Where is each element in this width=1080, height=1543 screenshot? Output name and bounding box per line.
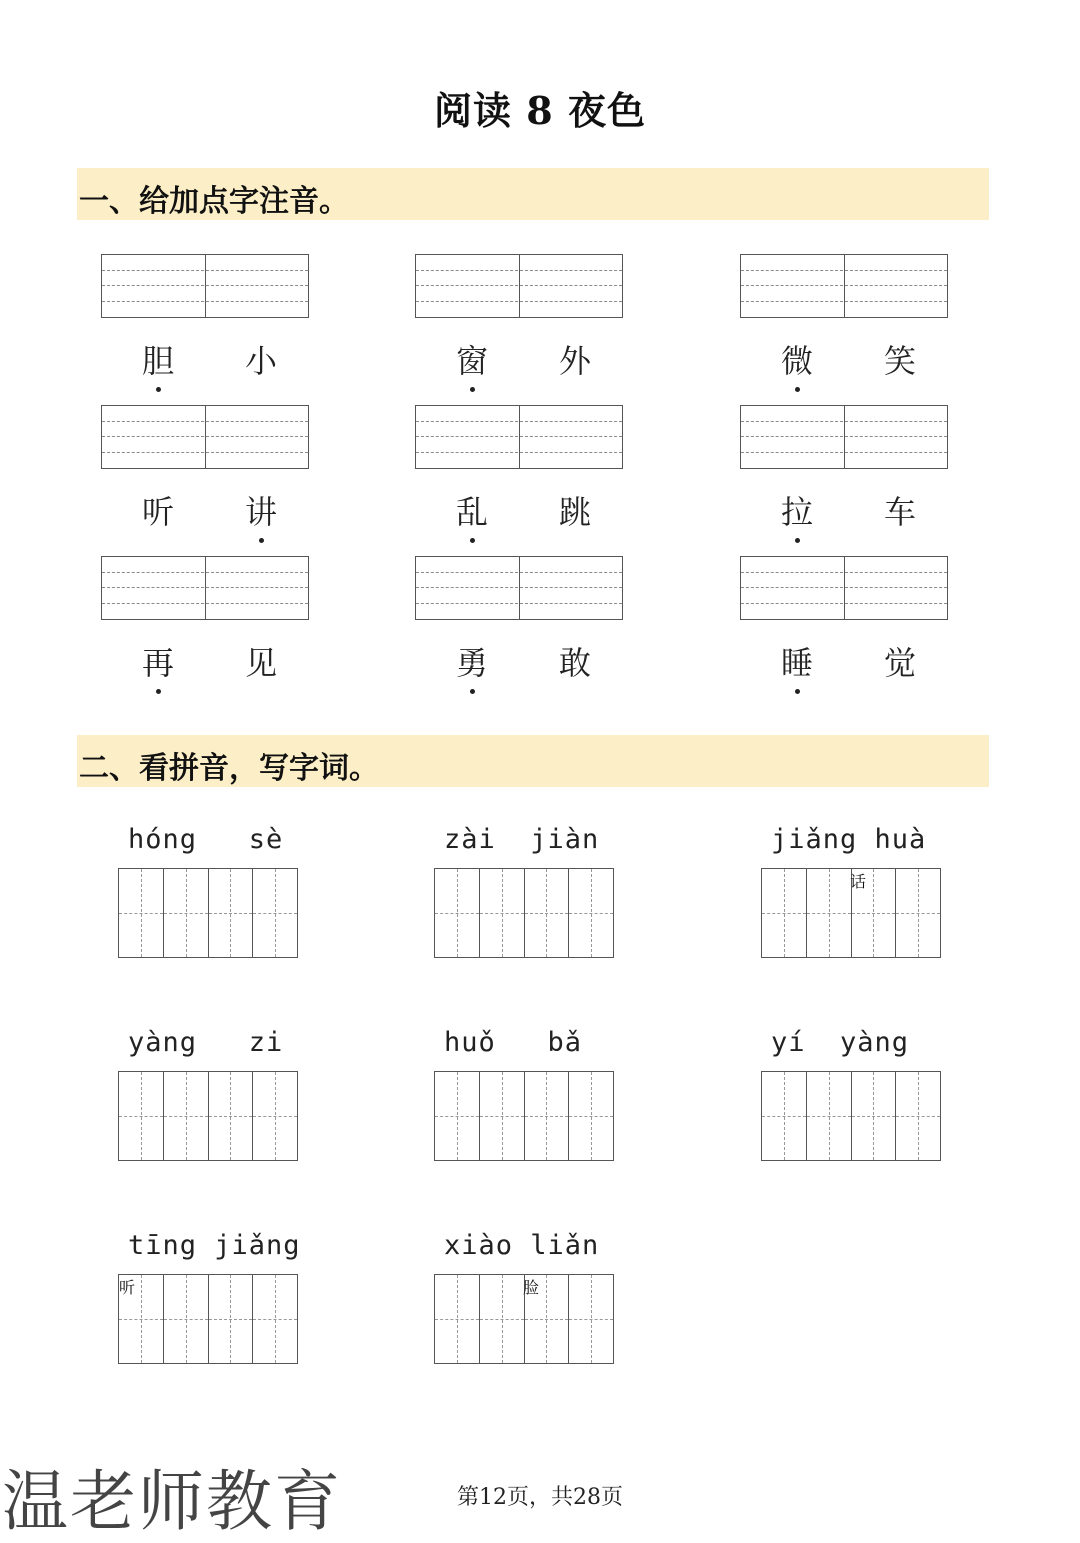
character: 跳 <box>558 493 591 531</box>
grid-cell[interactable] <box>568 1072 613 1160</box>
pinyin-answer-box[interactable] <box>740 405 948 469</box>
box-divider <box>844 255 845 317</box>
grid-cell[interactable] <box>435 869 479 957</box>
box-divider <box>519 406 520 468</box>
box-divider <box>519 255 520 317</box>
dotted-character: 睡 <box>772 638 822 684</box>
character: 觉 <box>883 644 916 682</box>
pinyin-prompt: jiǎng huà <box>771 824 927 855</box>
character-grid[interactable] <box>118 1274 298 1364</box>
grid-cell[interactable] <box>208 1275 253 1363</box>
pinyin-prompt: yàng zi <box>128 1027 284 1058</box>
grid-cell[interactable] <box>163 869 208 957</box>
grid-cell[interactable] <box>163 1072 208 1160</box>
character: 小 <box>244 342 277 380</box>
dotted-character: 拉 <box>772 487 822 533</box>
character: 车 <box>883 493 916 531</box>
character-grid[interactable] <box>118 868 298 958</box>
pinyin-prompt: zài jiàn <box>444 824 600 855</box>
character-grid[interactable] <box>118 1071 298 1161</box>
character-grid[interactable] <box>761 868 941 958</box>
pinyin-prompt: xiào liǎn <box>444 1230 600 1261</box>
grid-cell[interactable] <box>524 1072 569 1160</box>
pinyin-answer-box[interactable] <box>101 556 309 620</box>
section-2-header <box>77 735 989 787</box>
dotted-character: 窗 <box>447 336 497 382</box>
section-1-heading: 一、给加点字注音。 <box>79 184 349 219</box>
grid-cell[interactable] <box>208 869 253 957</box>
character-grid[interactable] <box>434 868 614 958</box>
pinyin-answer-box[interactable] <box>101 405 309 469</box>
grid-cell[interactable] <box>806 1072 851 1160</box>
grid-cell[interactable] <box>568 869 613 957</box>
box-divider <box>205 557 206 619</box>
grid-cell[interactable] <box>119 1072 163 1160</box>
grid-cell[interactable] <box>762 869 806 957</box>
pinyin-answer-box[interactable] <box>415 405 623 469</box>
grid-cell[interactable] <box>895 1072 940 1160</box>
grid-cell[interactable] <box>762 1072 806 1160</box>
pinyin-answer-box[interactable] <box>740 556 948 620</box>
grid-cell[interactable] <box>524 869 569 957</box>
pinyin-answer-box[interactable] <box>740 254 948 318</box>
dotted-character: 再 <box>133 638 183 684</box>
dotted-character: 勇 <box>447 638 497 684</box>
dotted-character: 讲 <box>236 487 286 533</box>
dotted-character: 微 <box>772 336 822 382</box>
box-divider <box>844 406 845 468</box>
grid-cell[interactable] <box>252 1275 297 1363</box>
grid-cell[interactable] <box>435 1072 479 1160</box>
pinyin-answer-box[interactable] <box>415 556 623 620</box>
sample-character: 脸 <box>523 1278 540 1297</box>
character: 见 <box>244 644 277 682</box>
grid-cell[interactable] <box>252 1072 297 1160</box>
section-2-heading: 二、看拼音，写字词。 <box>79 751 379 786</box>
section-1-header <box>77 168 989 220</box>
watermark-logo: 温老师教育 <box>2 1463 342 1540</box>
character: 外 <box>558 342 591 380</box>
character-grid[interactable] <box>761 1071 941 1161</box>
sample-character: 听 <box>119 1278 136 1297</box>
character-grid[interactable] <box>434 1274 614 1364</box>
pinyin-prompt: hóng sè <box>128 824 284 855</box>
grid-cell[interactable] <box>252 869 297 957</box>
grid-cell[interactable] <box>479 1275 524 1363</box>
box-divider <box>519 557 520 619</box>
sample-character: 话 <box>850 872 867 891</box>
dotted-character: 乱 <box>447 487 497 533</box>
character: 听 <box>141 493 174 531</box>
page-number: 第12页，共28页 <box>457 1485 623 1510</box>
box-divider <box>205 255 206 317</box>
grid-cell[interactable] <box>119 869 163 957</box>
pinyin-prompt: huǒ bǎ <box>444 1027 583 1058</box>
box-divider <box>844 557 845 619</box>
grid-cell[interactable] <box>435 1275 479 1363</box>
box-divider <box>205 406 206 468</box>
grid-cell[interactable] <box>806 869 851 957</box>
grid-cell[interactable] <box>479 869 524 957</box>
dotted-character: 胆 <box>133 336 183 382</box>
page-title: 阅读 8 夜色 <box>434 88 646 133</box>
pinyin-prompt: yí yàng <box>771 1027 910 1058</box>
pinyin-prompt: tīng jiǎng <box>128 1230 301 1261</box>
character: 敢 <box>558 644 591 682</box>
grid-cell[interactable] <box>208 1072 253 1160</box>
grid-cell[interactable] <box>479 1072 524 1160</box>
pinyin-answer-box[interactable] <box>101 254 309 318</box>
grid-cell[interactable] <box>851 1072 896 1160</box>
character-grid[interactable] <box>434 1071 614 1161</box>
pinyin-answer-box[interactable] <box>415 254 623 318</box>
character: 笑 <box>883 342 916 380</box>
